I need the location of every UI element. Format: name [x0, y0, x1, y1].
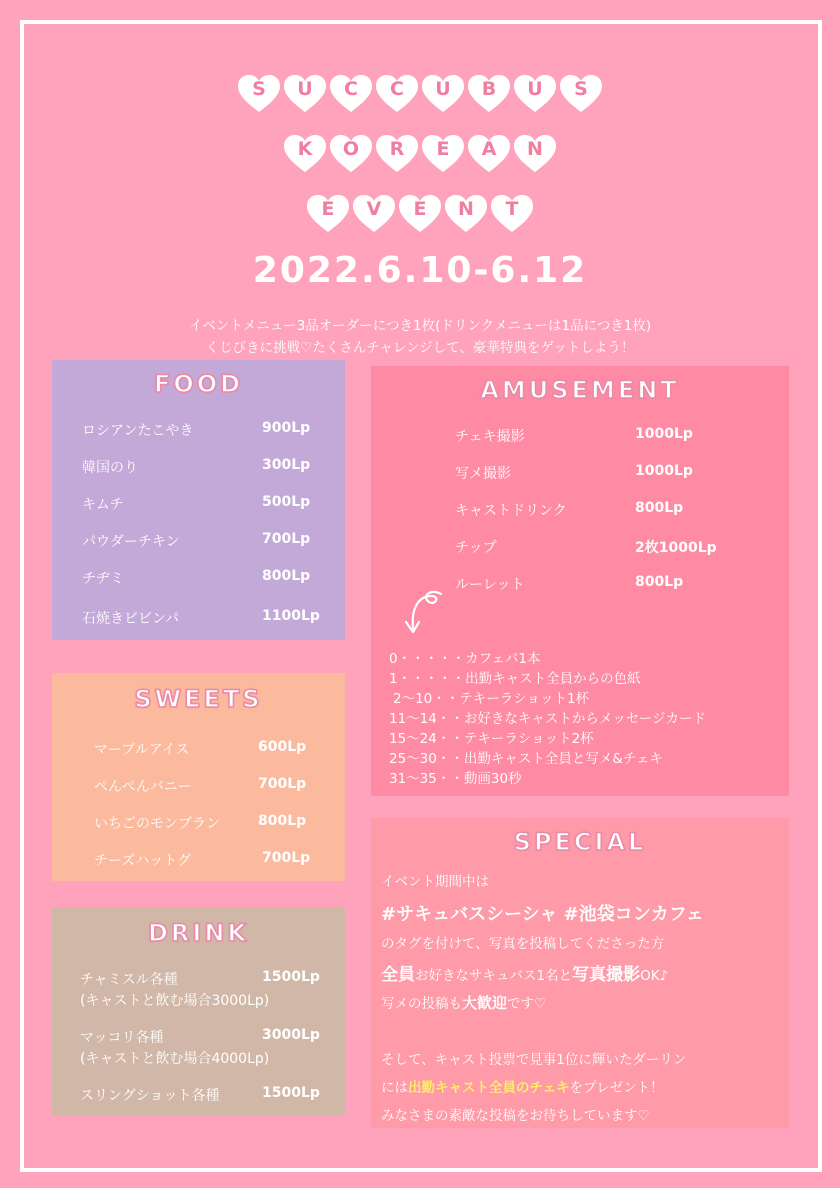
special-highlight-cheki: 出勤キャスト全員のチェキ — [408, 1080, 570, 1096]
amusement-item-price: 2枚1000Lp — [635, 540, 717, 556]
special-text: お好きなサキュバス1名と — [415, 968, 573, 984]
title-letter: S — [574, 78, 588, 100]
food-item-price: 500Lp — [262, 494, 311, 510]
amusement-item-name: キャストドリンク — [455, 503, 567, 519]
title-letter: N — [458, 198, 474, 220]
amusement-item-name: チェキ撮影 — [455, 429, 525, 445]
title-row-korean — [0, 134, 840, 174]
sweets-item-price: 700Lp — [258, 776, 307, 792]
sweets-title: SWEETS — [134, 685, 263, 713]
amusement-panel — [371, 366, 789, 796]
food-item-price: 1100Lp — [262, 608, 320, 624]
special-line-6: そして、キャスト投票で見事1位に輝いたダーリン — [381, 1052, 687, 1068]
title-heart — [306, 194, 350, 234]
roulette-result: 1・・・・・出勤キャスト全員からの色紙 — [389, 671, 641, 687]
special-line-1: イベント期間中は — [381, 874, 489, 890]
drink-panel — [52, 907, 345, 1115]
title-row-succubus — [0, 74, 840, 114]
title-row-event — [0, 194, 840, 234]
title-heart — [513, 74, 557, 114]
special-text: には — [381, 1080, 408, 1096]
food-item-price: 800Lp — [262, 568, 311, 584]
title-heart — [559, 74, 603, 114]
special-title: SPECIAL — [513, 828, 647, 856]
special-line-5 — [381, 992, 546, 1013]
title-heart — [513, 134, 557, 174]
amusement-item-name: 写メ撮影 — [455, 466, 511, 482]
sweets-panel — [52, 673, 345, 881]
roulette-result: 15〜24・・テキーラショット2杯 — [389, 731, 594, 747]
special-text: をプレゼント！ — [569, 1080, 664, 1096]
roulette-result: 31〜35・・動画30秒 — [389, 771, 522, 787]
amusement-item-price: 1000Lp — [635, 426, 693, 442]
food-item-price: 700Lp — [262, 531, 311, 547]
roulette-result: 25〜30・・出勤キャスト全員と写メ&チェキ — [389, 751, 663, 767]
special-highlight-welcome: 大歓迎 — [462, 994, 508, 1012]
title-heart — [329, 74, 373, 114]
title-letter: O — [342, 138, 360, 160]
drink-item-note: (キャストと飲む場合3000Lp) — [80, 993, 270, 1009]
special-text: です♡ — [507, 996, 547, 1012]
intro-line-2: くじびきに挑戦♡たくさんチャレンジして、豪華特典をゲットしよう！ — [205, 340, 635, 356]
intro-line-1: イベントメニュー3品オーダーにつき1枚(ドリンクメニューは1品につき1枚) — [188, 318, 652, 334]
title-letter: V — [366, 198, 382, 220]
drink-item-price: 1500Lp — [262, 969, 320, 985]
curly-arrow-icon — [401, 588, 449, 640]
special-text: OK♪ — [640, 968, 669, 984]
special-panel — [371, 818, 789, 1128]
event-date: 2022.6.10-6.12 — [252, 250, 588, 291]
title-heart — [329, 134, 373, 174]
title-letter: R — [389, 138, 405, 160]
special-line-3: のタグを付けて、写真を投稿してくださった方 — [381, 936, 665, 952]
special-highlight-all: 全員 — [381, 965, 415, 985]
title-letter: T — [505, 198, 519, 220]
food-item-name: 石焼きビビンパ — [82, 611, 180, 627]
title-heart — [283, 134, 327, 174]
amusement-item-name: チップ — [455, 540, 497, 556]
title-heart — [444, 194, 488, 234]
title-heart — [398, 194, 442, 234]
title-letter: U — [297, 78, 313, 100]
title-letter: K — [297, 138, 313, 160]
sweets-item-price: 800Lp — [258, 813, 307, 829]
title-heart — [421, 134, 465, 174]
sweets-item-name: ぺんぺんバニー — [94, 779, 192, 795]
special-line-7 — [381, 1076, 664, 1096]
drink-item-name: チャミスル各種 — [80, 972, 178, 988]
sweets-item-name: マーブルアイス — [94, 742, 190, 758]
special-highlight-photo: 写真撮影 — [572, 965, 641, 985]
amusement-item-name: ルーレット — [455, 577, 525, 593]
title-letter: C — [390, 78, 404, 100]
special-line-8: みなさまの素敵な投稿をお待ちしています♡ — [381, 1108, 650, 1124]
drink-item-price: 1500Lp — [262, 1085, 320, 1101]
title-letter: E — [436, 138, 450, 160]
title-heart — [352, 194, 396, 234]
title-heart — [237, 74, 281, 114]
title-heart — [375, 134, 419, 174]
food-title: FOOD — [153, 370, 244, 398]
drink-item-price: 3000Lp — [262, 1027, 320, 1043]
food-item-price: 300Lp — [262, 457, 311, 473]
title-letter: A — [481, 138, 497, 160]
title-letter: U — [435, 78, 451, 100]
food-item-name: 韓国のり — [82, 460, 138, 476]
sweets-item-name: チーズハットグ — [94, 853, 192, 869]
title-heart — [375, 74, 419, 114]
drink-item-name: マッコリ各種 — [80, 1030, 164, 1046]
sweets-item-name: いちごのモンブラン — [94, 816, 220, 832]
title-heart — [421, 74, 465, 114]
title-heart — [467, 74, 511, 114]
roulette-result: 2〜10・・テキーラショット1杯 — [393, 691, 590, 707]
food-item-name: キムチ — [82, 497, 124, 513]
amusement-item-price: 800Lp — [635, 500, 684, 516]
title-letter: U — [527, 78, 543, 100]
food-panel — [52, 360, 345, 640]
drink-title: DRINK — [147, 919, 249, 947]
title-letter: E — [321, 198, 335, 220]
title-letter: E — [413, 198, 427, 220]
food-item-name: パウダーチキン — [82, 534, 180, 550]
title-heart — [490, 194, 534, 234]
amusement-item-price: 1000Lp — [635, 463, 693, 479]
title-letter: S — [252, 78, 266, 100]
drink-item-note: (キャストと飲む場合4000Lp) — [80, 1051, 270, 1067]
title-letter: C — [344, 78, 358, 100]
title-heart — [467, 134, 511, 174]
food-item-price: 900Lp — [262, 420, 311, 436]
food-item-name: チヂミ — [82, 571, 124, 587]
title-letter: N — [527, 138, 543, 160]
food-item-name: ロシアンたこやき — [82, 423, 194, 439]
amusement-item-price: 800Lp — [635, 574, 684, 590]
roulette-result: 11〜14・・お好きなキャストからメッセージカード — [389, 711, 707, 727]
title-heart — [283, 74, 327, 114]
amusement-title: AMUSEMENT — [480, 376, 680, 404]
roulette-result: 0・・・・・カフェパ1本 — [389, 651, 541, 667]
drink-item-name: スリングショット各種 — [80, 1088, 220, 1104]
title-letter: B — [481, 78, 497, 100]
sweets-item-price: 700Lp — [262, 850, 311, 866]
sweets-item-price: 600Lp — [258, 739, 307, 755]
special-text: 写メの投稿も — [381, 996, 462, 1012]
special-hashtags: #サキュバスシーシャ #池袋コンカフェ — [381, 904, 704, 925]
special-line-4 — [381, 960, 668, 985]
